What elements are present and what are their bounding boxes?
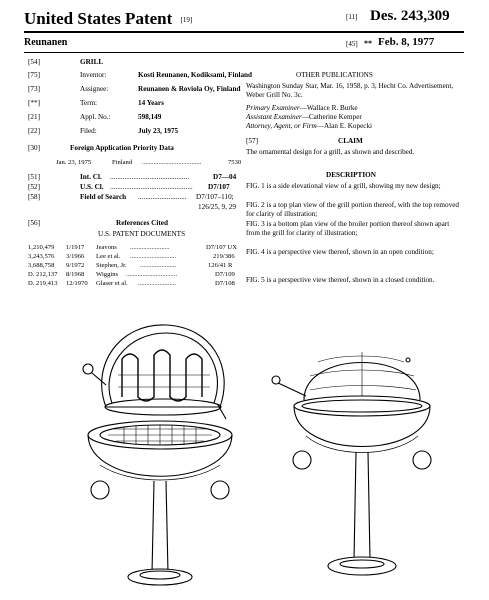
figure-3-description: FIG. 3 is a bottom plan view of the broiler portion thereof shown apart from the grill for clarity of illustration; [246,220,450,238]
title-code: [19] [180,16,193,25]
issue-date: Feb. 8, 1977 [378,36,435,48]
patent-office-title: United States Patent [19] [24,9,193,28]
closed-grill-drawing [270,340,450,590]
figure-2-description: FIG. 2 is a top plan view of the grill portion thereof, with the top removed for clarity of illustration; [246,201,459,219]
assistant-examiner: Assistant Examiner—Catherine Kemper [246,113,362,121]
figure-5-description: FIG. 5 is a perspective view thereof, shown in a closed condition. [246,276,435,284]
date-code: [45] [346,40,358,48]
header-rule-bottom [24,52,464,53]
description-heading: DESCRIPTION [326,171,376,179]
other-publications-heading: OTHER PUBLICATIONS [296,71,373,79]
claim-text: The ornamental design for a grill, as shown and described. [246,148,415,156]
figure-4-description: FIG. 4 is a perspective view thereof, shown in an open condition; [246,248,434,256]
primary-examiner: Primary Examiner—Wallace R. Burke [246,104,358,112]
other-publications-text: Washington Sunday Star, Mar. 16, 1958, p. 3, Hecht Co. Advertisement, Weber Grill No. 3c. [246,82,454,100]
claim-heading: CLAIM [338,137,363,145]
patent-number: Des. 243,309 [370,8,450,24]
claim-code: [57] [246,137,258,145]
number-code: [11] [346,13,358,21]
figure-1-description: FIG. 1 is a side elevational view of a grill, showing my new design; [246,182,441,190]
inventor-surname: Reunanen [24,37,68,48]
header-rule-top [24,31,464,33]
date-marker: ** [364,39,372,48]
attorney: Attorney, Agent, or Firm—Alan E. Kopecki [246,122,373,130]
open-grill-drawing [70,315,250,595]
